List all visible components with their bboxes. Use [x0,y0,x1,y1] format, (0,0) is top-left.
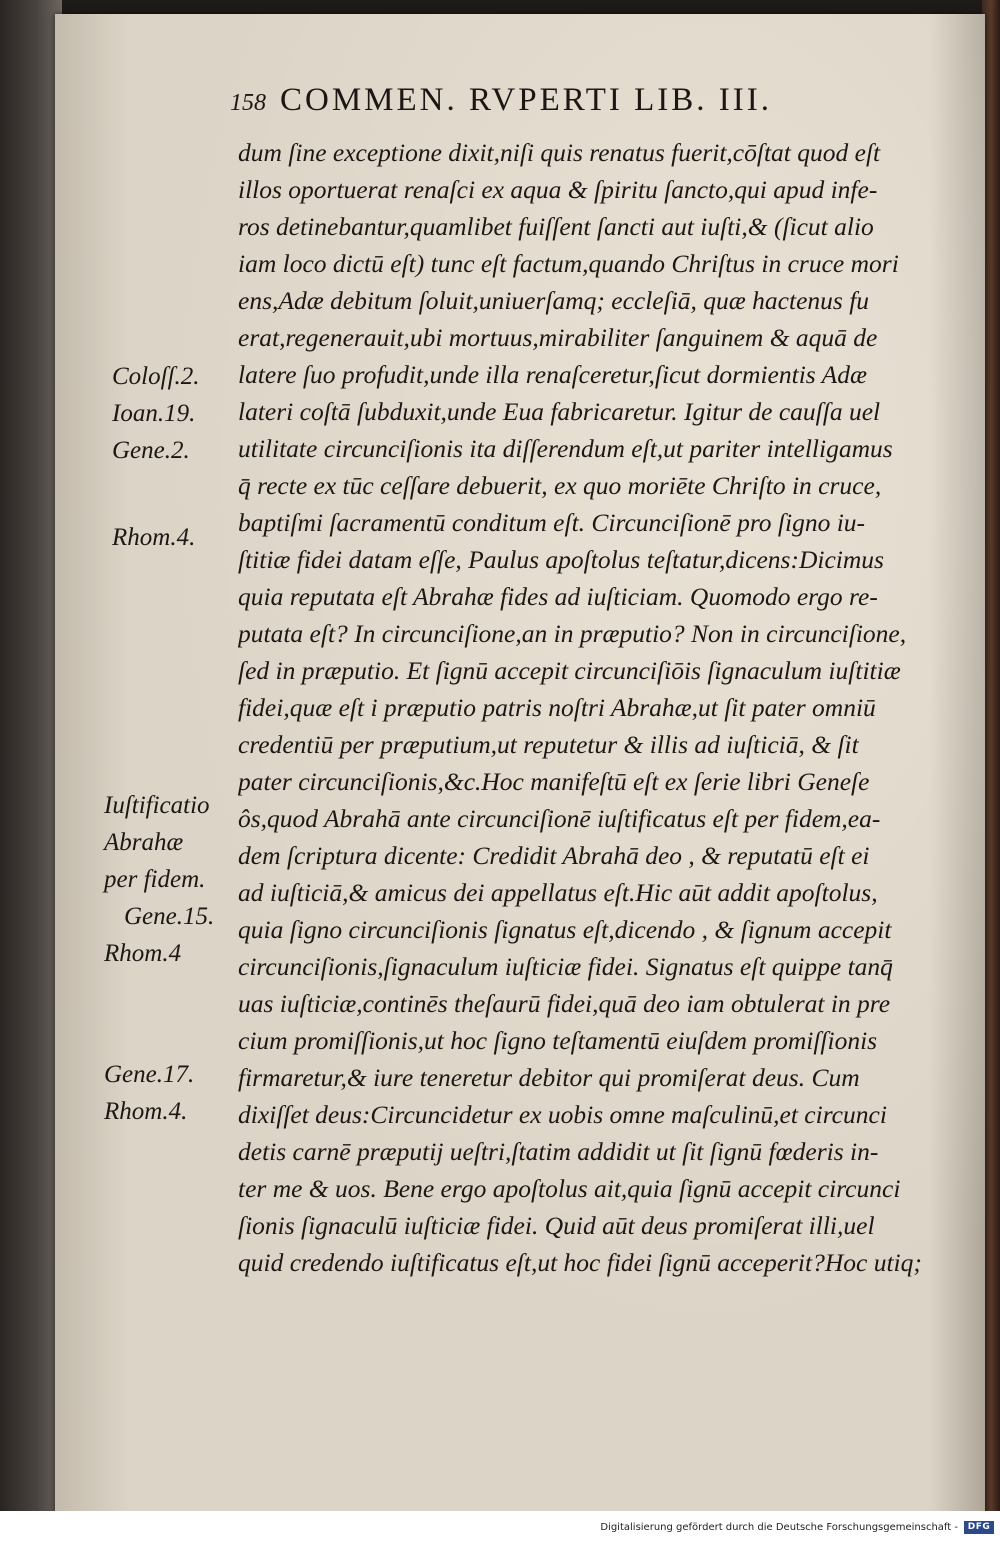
margin-note-ioan: Ioan.19. [112,400,196,427]
text-line: firmaretur,& iure teneretur debitor qui promiſerat deus. Cum [238,1063,860,1092]
digitization-credit: Digitalisierung gefördert durch die Deutsche Forschungsgemeinschaft - [600,1522,958,1533]
text-line: q̄ recte ex tūc ceſſare debuerit, ex quo moriēte Chriſto in cruce, [238,471,882,500]
book-binding-edge [0,0,62,1541]
margin-note-gene-17: Gene.17. [104,1061,195,1088]
page-number: 158 [230,90,266,116]
text-line: latere ſuo profudit,unde illa renaſceretur,ſicut dormientis Adæ [238,360,867,389]
text-line: lateri coſtā ſubduxit,unde Eua fabricaretur. Igitur de cauſſa uel [238,397,881,426]
margin-note-iustificatio: Iuſtificatio [104,792,210,819]
margin-note-coloss: Coloſſ.2. [112,363,200,390]
margin-note-rhom-4-c: Rhom.4. [104,1098,188,1125]
margin-note-rhom-4-a: Rhom.4. [112,524,196,551]
margin-note-abrahae: Abrahæ [104,829,184,856]
margin-note-rhom-4-b: Rhom.4 [104,940,182,967]
text-line: putata eſt? In circunciſione,an in præputio? Non in circunciſione, [238,619,907,648]
text-line: circunciſionis,ſignaculum iuſticiæ fidei. Signatus eſt quippe tanq̄ [238,952,893,981]
text-line: cium promiſſionis,ut hoc ſigno teſtamentū eiuſdem promiſſionis [238,1026,878,1055]
text-line: erat,regenerauit,ubi mortuus,mirabiliter ſanguinem & aquā de [238,323,878,352]
text-line: fidei,quæ eſt i præputio patris noſtri Abrahæ,ut ſit pater omniū [238,693,876,722]
text-line: illos oportuerat renaſci ex aqua & ſpiritu ſancto,qui apud infe- [238,175,878,204]
text-line: dixiſſet deus:Circuncidetur ex uobis omne maſculinū,et circunci [238,1100,887,1129]
text-line: ſtitiæ fidei datam eſſe, Paulus apoſtolus teſtatur,dicens:Dicimus [238,545,884,574]
text-line: iam loco dictū eſt) tunc eſt factum,quando Chriſtus in cruce mori [238,249,899,278]
text-line: ros detinebantur,quamlibet fuiſſent ſancti aut iuſti,& (ſicut alio [238,212,874,241]
dfg-logo: DFG [964,1521,994,1534]
text-line: uas iuſticiæ,continēs theſaurū fidei,quā deo iam obtulerat in pre [238,989,891,1018]
text-line: ôs,quod Abrahā ante circunciſionē iuſtificatus eſt per fidem,ea- [238,804,881,833]
text-line: credentiū per præputium,ut reputetur & illis ad iuſticiā, & ſit [238,730,859,759]
margin-note-gene-15: Gene.15. [124,903,215,930]
body-text [238,134,928,1281]
text-line: dem ſcriptura dicente: Credidit Abrahā deo , & reputatū eſt ei [238,841,870,870]
text-line: dum ſine exceptione dixit,niſi quis renatus fuerit,cōſtat quod eſt [238,138,881,167]
text-line: utilitate circunciſionis ita diſſerendum eſt,ut pariter intelligamus [238,434,893,463]
running-header [230,82,890,119]
margin-note-per-fidem: per fidem. [104,866,206,893]
text-line: quia ſigno circunciſionis ſignatus eſt,dicendo , & ſignum accepit [238,915,892,944]
text-line: ens,Adæ debitum ſoluit,uniuerſamq; eccleſiā, quæ hactenus fu [238,286,870,315]
text-line: ſionis ſignaculū iuſticiæ fidei. Quid aūt deus promiſerat illi,uel [238,1211,875,1240]
text-line: baptiſmi ſacramentū conditum eſt. Circunciſionē pro ſigno iu- [238,508,866,537]
text-line: quia reputata eſt Abrahæ fides ad iuſticiam. Quomodo ergo re- [238,582,878,611]
text-line: ter me & uos. Bene ergo apoſtolus ait,quia ſignū accepit circunci [238,1174,901,1203]
text-line: ſed in præputio. Et ſignū accepit circunciſiōis ſignaculum iuſtitiæ [238,656,901,685]
text-line: pater circunciſionis,&c.Hoc manifeſtū eſt ex ſerie libri Geneſe [238,767,870,796]
text-line: ad iuſticiā,& amicus dei appellatus eſt.Hic aūt addit apoſtolus, [238,878,878,907]
text-line: quid credendo iuſtificatus eſt,ut hoc fidei ſignū acceperit?Hoc utiq; [238,1248,922,1277]
running-title: COMMEN. RVPERTI LIB. III. [280,82,773,118]
margin-note-gene-2: Gene.2. [112,437,190,464]
text-line: detis carnē præputij ueſtri,ſtatim addidit ut ſit ſignū fœderis in- [238,1137,879,1166]
